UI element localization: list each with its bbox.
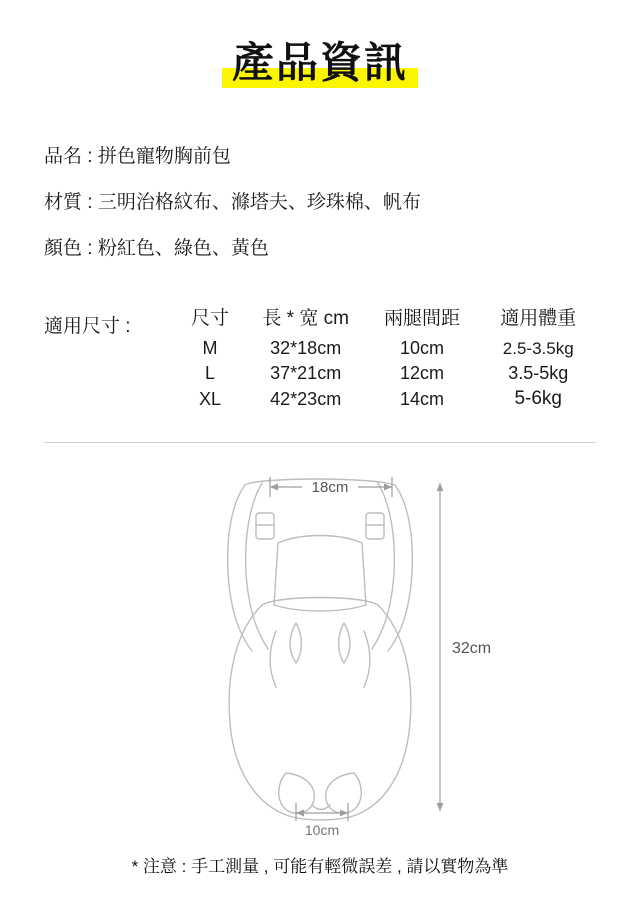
- page-title: [222, 38, 418, 90]
- cell-dimension: 42*23cm: [270, 388, 342, 409]
- measurement-note: * 注意 : 手工測量 , 可能有輕微誤差 , 請以實物為準: [131, 857, 509, 876]
- diagram-bottom-label: 10cm: [304, 822, 340, 838]
- page-title-text: 產品資訊: [231, 39, 408, 86]
- product-dimension-diagram: [0, 455, 640, 845]
- cell-size: XL: [198, 388, 221, 409]
- diagram-right-label: 32cm: [452, 640, 492, 657]
- cell-weight: 3.5-5kg: [508, 363, 569, 383]
- cell-weight: 2.5-3.5kg: [502, 338, 574, 358]
- size-header-leg-gap: 兩腿間距: [383, 308, 460, 329]
- spec-list: [44, 145, 604, 282]
- cell-dimension: 37*21cm: [270, 363, 342, 383]
- table-row: [176, 386, 600, 412]
- spec-item-material: 材質 : 三明治格紋布、滌塔夫、珍珠棉、帆布: [44, 191, 421, 213]
- diagram-top-label: 18cm: [311, 479, 349, 496]
- cell-size: L: [204, 363, 215, 383]
- cell-dimension: 32*18cm: [270, 338, 342, 358]
- cell-size: M: [202, 338, 218, 358]
- cell-leg-gap: 14cm: [399, 388, 444, 409]
- section-divider: [44, 442, 596, 443]
- spec-item-color: 顏色 : 粉紅色、綠色、黃色: [44, 237, 269, 259]
- size-header-size: 尺寸: [190, 308, 229, 329]
- table-row: [176, 336, 600, 361]
- size-header-weight: 適用體重: [500, 308, 577, 329]
- table-row: [176, 361, 600, 386]
- size-header-dimension: 長 * 宽 cm: [262, 308, 349, 329]
- size-section-label: 適用尺寸 :: [44, 316, 131, 337]
- cell-leg-gap: 12cm: [399, 363, 444, 383]
- size-section: [44, 303, 604, 412]
- size-table: [176, 303, 600, 412]
- page-title-wrap: [0, 38, 640, 90]
- spec-item-name: 品名 : 拼色寵物胸前包: [44, 146, 231, 167]
- cell-leg-gap: 10cm: [399, 338, 444, 358]
- cell-weight: 5-6kg: [514, 388, 562, 409]
- size-table-header-row: [176, 303, 600, 336]
